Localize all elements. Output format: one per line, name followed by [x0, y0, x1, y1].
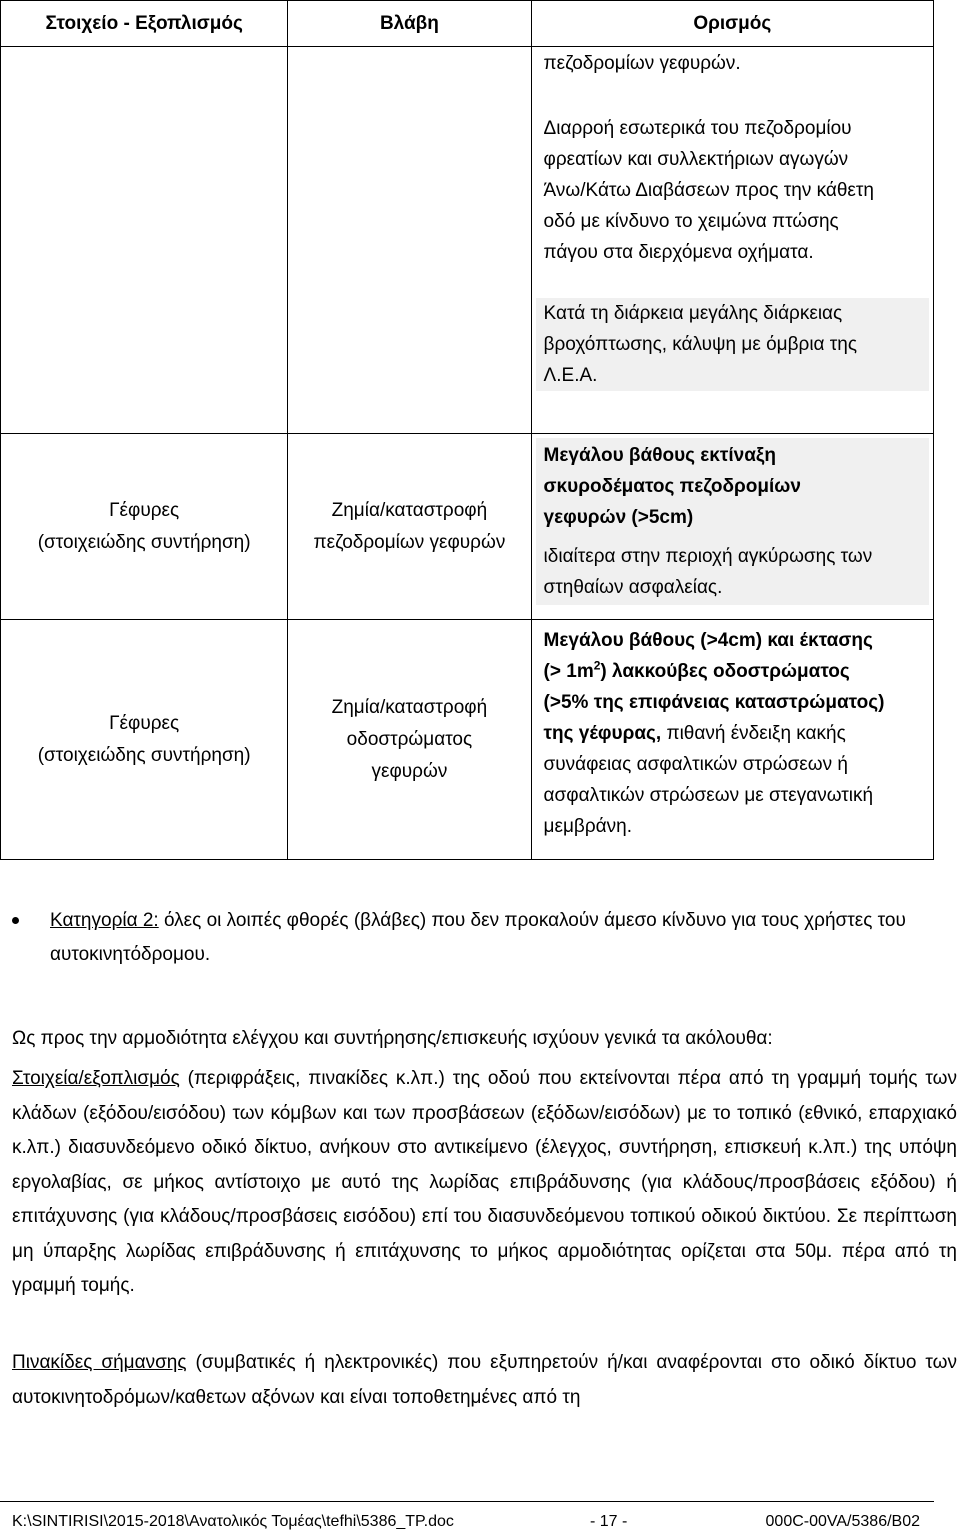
row1-def-p2-line: Άνω/Κάτω Διαβάσεων προς την κάθετη [543, 180, 874, 201]
table-header-row [1, 1, 934, 47]
page-footer [0, 1501, 934, 1540]
paragraph-signs [12, 1346, 957, 1415]
header-element: Στοιχείο - Εξοπλισμός [1, 1, 288, 47]
bullet-dot-icon [12, 917, 19, 924]
row3-def-line7: μεμβράνη. [543, 816, 632, 837]
header-definition: Ορισμός [531, 1, 933, 47]
row1-def-p2-line: φρεατίων και συλλεκτήριων αγωγών [543, 149, 849, 170]
row2-damage-line: Ζημία/καταστροφή [331, 499, 488, 521]
row3-element-cell [1, 620, 288, 860]
row1-definition-cell [531, 47, 933, 434]
row2-damage-line: πεζοδρομίων γεφυρών [313, 531, 506, 553]
row3-def-line4-bold: της γέφυρας, [543, 723, 662, 744]
table-row [1, 434, 934, 620]
row2-def-bold-line: Μεγάλου βάθους εκτίναξη [543, 445, 776, 466]
row2-definition-cell [531, 434, 933, 620]
row2-damage-cell [288, 434, 531, 620]
category-bullet [12, 904, 957, 972]
row2-element-line: (στοιχειώδης συντήρηση) [37, 531, 251, 553]
row1-def-p3-line: Κατά τη διάρκεια μεγάλης διάρκειας [543, 303, 843, 324]
row3-def-line6: ασφαλτικών στρώσεων με στεγανωτική [543, 785, 874, 806]
row3-def-line5: συνάφειας ασφαλτικών στρώσεων ή [543, 754, 848, 775]
row1-def-p1: πεζοδρομίων γεφυρών. [543, 53, 741, 74]
row3-damage-cell [288, 620, 531, 860]
row3-element-line: (στοιχειώδης συντήρηση) [37, 744, 251, 766]
row1-def-p2-line: οδό με κίνδυνο το χειμώνα πτώσης [543, 211, 839, 232]
footer-path: K:\SINTIRISI\2015-2018\Ανατολικός Τομέας\tefhi\5386_TP.doc [12, 1513, 454, 1530]
intro-paragraph: Ως προς την αρμοδιότητα ελέγχου και συντήρησης/επισκευής ισχύουν γενικά τα ακόλουθα: [12, 1028, 773, 1049]
row2-def-note-line: ιδιαίτερα στην περιοχή αγκύρωσης των [543, 546, 873, 567]
row3-def-line2-pre: (> 1m [543, 661, 594, 682]
row3-damage-line: Ζημία/καταστροφή [331, 696, 488, 718]
bullet-label: Κατηγορία 2: [50, 910, 159, 931]
para2-label: Πινακίδες σήμανσης [12, 1352, 187, 1373]
para2-body: (συμβατικές ή ηλεκτρονικές) που εξυπηρετούν ή/και αναφέρονται στο οδικό δίκτυο των αυτοκινητοδρόμων/καθετων αξόνων και είναι τοποθετημένες από τη [12, 1352, 958, 1408]
row2-element-line: Γέφυρες [109, 499, 180, 521]
row3-damage-line: οδοστρώματος [346, 728, 473, 750]
row3-damage-line: γεφυρών [371, 760, 448, 782]
row3-def-line3: (>5% της επιφάνειας καταστρώματος) [543, 692, 885, 713]
footer-doc-code: 000C-00VA/5386/B02 [765, 1513, 920, 1530]
table-row [1, 47, 934, 434]
row2-element-cell [1, 434, 288, 620]
row3-def-line2-sup: 2 [593, 658, 601, 673]
paragraph-elements [12, 1062, 957, 1304]
row1-def-p3-line: Λ.Ε.Α. [543, 365, 598, 386]
row1-element-cell [1, 47, 288, 434]
row3-def-line4 [532, 718, 933, 749]
row3-def-line2-post: ) λακκούβες οδοστρώματος [600, 661, 850, 682]
row1-damage-cell [288, 47, 531, 434]
row3-element-line: Γέφυρες [109, 712, 180, 734]
bullet-text [50, 904, 957, 972]
row3-definition-cell [531, 620, 933, 860]
row2-def-bold-line: σκυροδέματος πεζοδρομίων [543, 476, 801, 497]
para1-label: Στοιχεία/εξοπλισμός [12, 1068, 180, 1089]
row1-def-p2-line: πάγου στα διερχόμενα οχήματα. [543, 242, 814, 263]
footer-page-number: - 17 - [590, 1513, 628, 1530]
row3-def-line4-rest: πιθανή ένδειξη κακής [661, 723, 846, 744]
para1-body: (περιφράξεις, πινακίδες κ.λπ.) της οδού που εκτείνονται πέρα από τη γραμμή τομής των κλάδων (εξόδου/εισόδου) των κόμβων και των προσβάσεων (εξόδων/εισόδων) με το τοπικό (εθνικό, επαρχιακό κ.λπ.) διασυνδεόμενο οδικό δίκτυο, ανήκουν στο αντικείμενο (έλεγχος, συντήρηση, επισκευή κ.λπ.) της υπόψη εργολαβίας, σε μήκος αντίστοιχο με αυτό της λωρίδας επιβράδυνσης (για κλάδους/προσβάσεις εξόδου) ή επιτάχυνσης (για κλάδους/προσβάσεις εισόδου) επί του διασυνδεόμενου τοπικού οδικού δικτύου. Σε περίπτωση μη ύπαρξης λωρίδας επιβράδυνσης ή επιτάχυνσης το μήκος αρμοδιότητας ορίζεται στα 50μ. πέρα από τη γραμμή τομής. [12, 1068, 957, 1296]
row2-def-bold-line: γεφυρών (>5cm) [543, 507, 694, 528]
row1-def-p3-line: βροχόπτωσης, κάλυψη με όμβρια της [543, 334, 858, 355]
row1-def-p2-line: Διαρροή εσωτερικά του πεζοδρομίου [543, 118, 852, 139]
header-damage: Βλάβη [288, 1, 531, 47]
row3-def-line2 [532, 656, 933, 687]
row3-def-line1: Μεγάλου βάθους (>4cm) και έκτασης [543, 630, 873, 651]
bullet-body: όλες οι λοιπές φθορές (βλάβες) που δεν προκαλούν άμεσο κίνδυνο για τους χρήστες του αυτοκινητόδρομου. [50, 910, 906, 965]
table-row [1, 620, 934, 860]
row2-def-note-line: στηθαίων ασφαλείας. [543, 577, 723, 598]
